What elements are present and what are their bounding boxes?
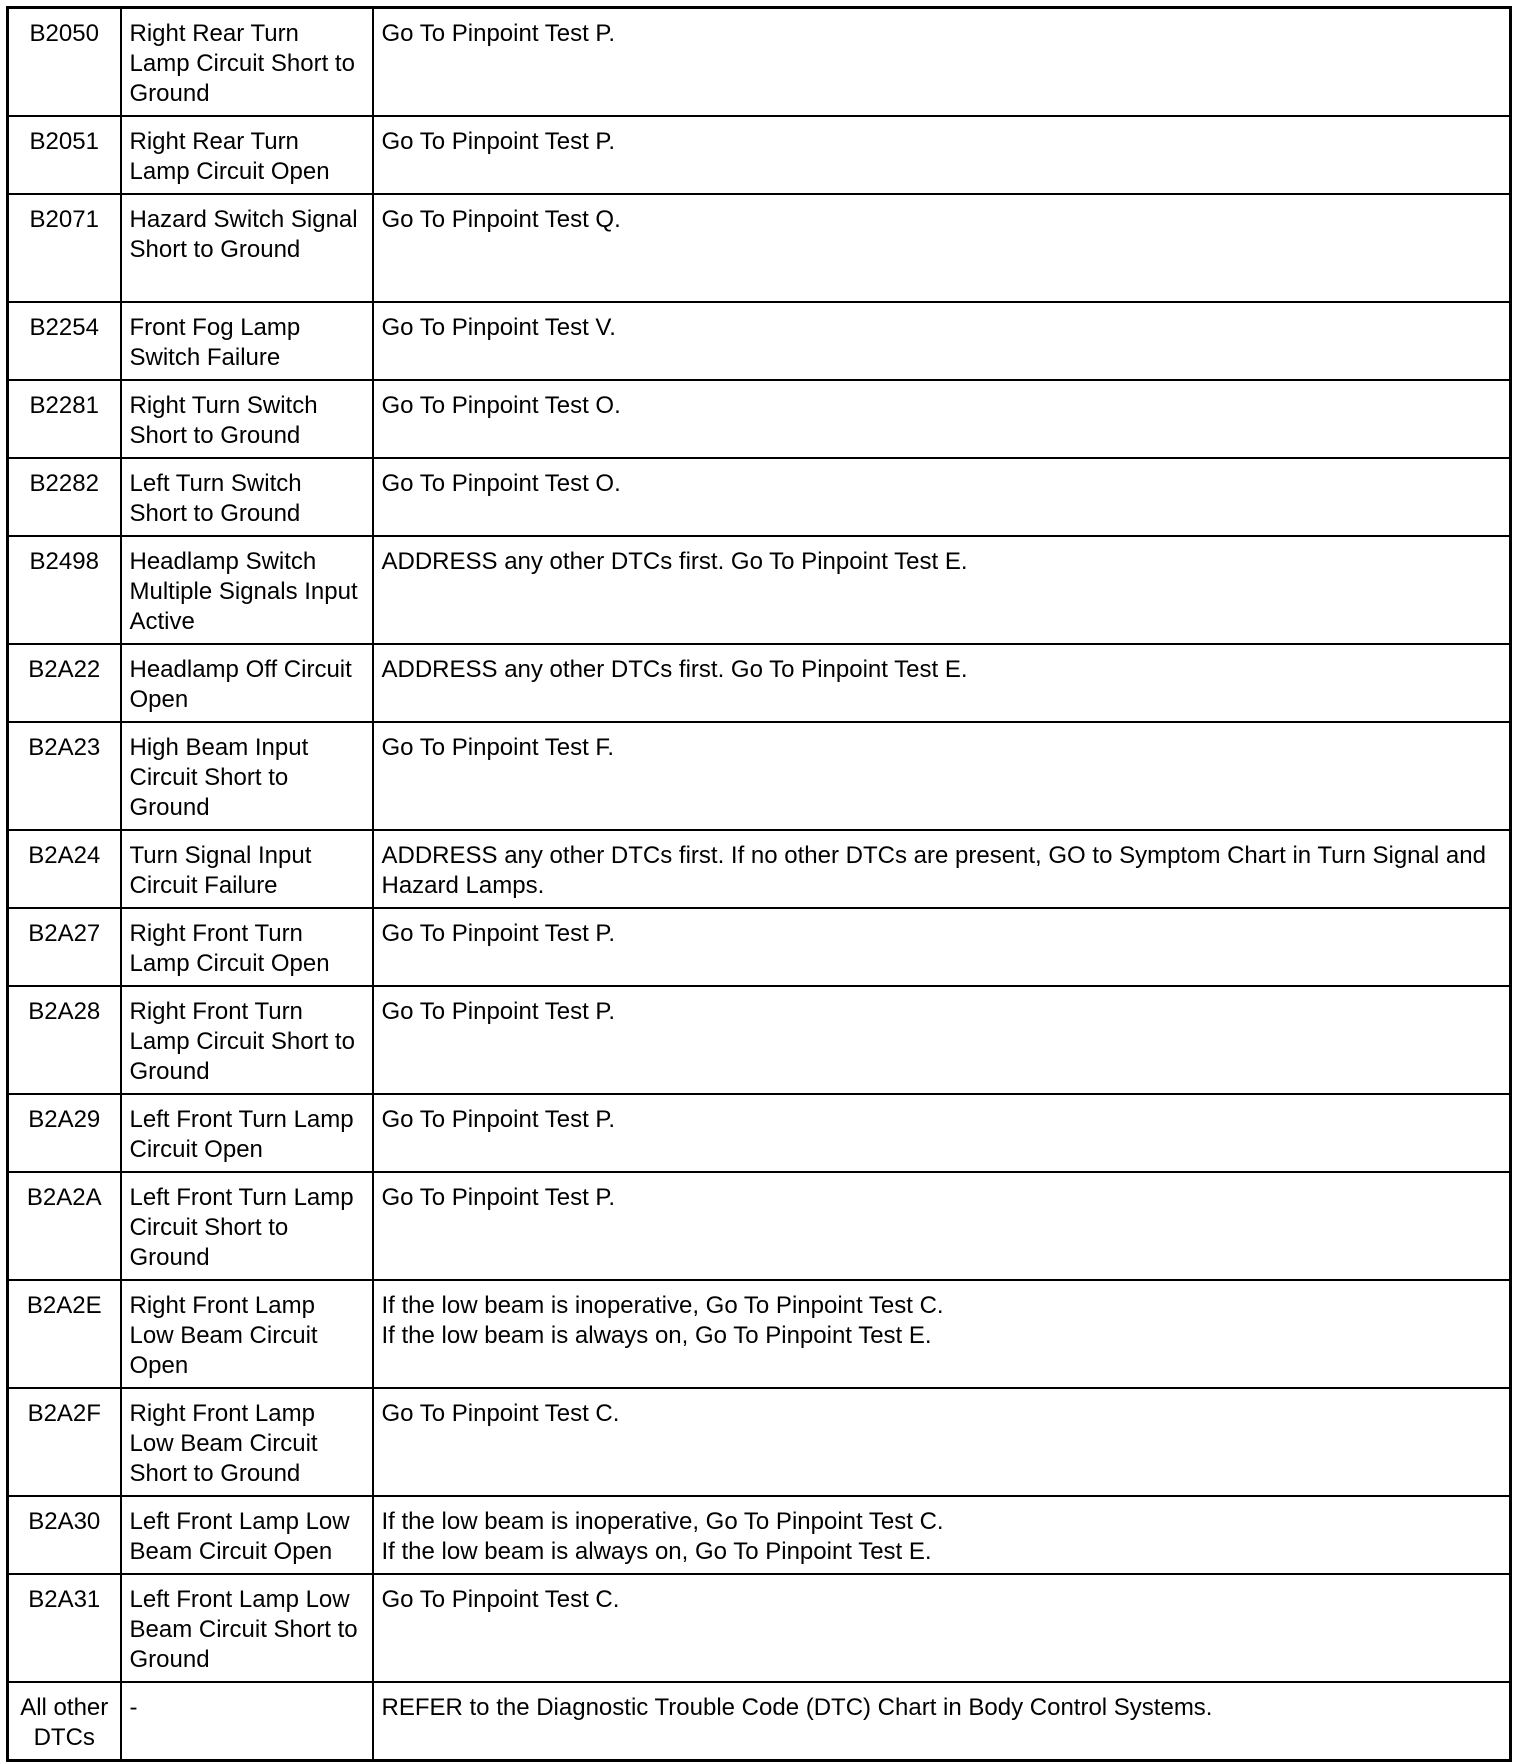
dtc-action-cell: If the low beam is inoperative, Go To Pinpoint Test C. If the low beam is always on, Go To Pinpoint Test E.: [373, 1496, 1511, 1574]
dtc-action-cell: Go To Pinpoint Test Q.: [373, 194, 1511, 302]
dtc-description-cell: Left Front Lamp Low Beam Circuit Open: [121, 1496, 373, 1574]
dtc-action-cell: If the low beam is inoperative, Go To Pinpoint Test C. If the low beam is always on, Go To Pinpoint Test E.: [373, 1280, 1511, 1388]
dtc-action-cell: Go To Pinpoint Test C.: [373, 1574, 1511, 1682]
dtc-description-cell: Left Turn Switch Short to Ground: [121, 458, 373, 536]
dtc-description-cell: High Beam Input Circuit Short to Ground: [121, 722, 373, 830]
dtc-description-cell: Right Rear Turn Lamp Circuit Open: [121, 116, 373, 194]
dtc-code-cell: B2071: [8, 194, 121, 302]
dtc-action-cell: ADDRESS any other DTCs first. If no other DTCs are present, GO to Symptom Chart in Turn Signal and Hazard Lamps.: [373, 830, 1511, 908]
dtc-action-cell: Go To Pinpoint Test F.: [373, 722, 1511, 830]
dtc-description-cell: Left Front Lamp Low Beam Circuit Short to Ground: [121, 1574, 373, 1682]
dtc-code-cell: B2A28: [8, 986, 121, 1094]
dtc-code-cell: B2254: [8, 302, 121, 380]
table-row: [8, 908, 1511, 986]
dtc-description-cell: -: [121, 1682, 373, 1761]
dtc-action-cell: Go To Pinpoint Test P.: [373, 1094, 1511, 1172]
table-row: [8, 8, 1511, 117]
dtc-code-cell: B2A2F: [8, 1388, 121, 1496]
dtc-code-cell: B2A30: [8, 1496, 121, 1574]
dtc-action-cell: Go To Pinpoint Test P.: [373, 908, 1511, 986]
dtc-code-cell: B2A2A: [8, 1172, 121, 1280]
table-row: [8, 1094, 1511, 1172]
table-row: [8, 986, 1511, 1094]
dtc-description-cell: Right Front Lamp Low Beam Circuit Short to Ground: [121, 1388, 373, 1496]
dtc-description-cell: Right Front Turn Lamp Circuit Open: [121, 908, 373, 986]
dtc-description-cell: Hazard Switch Signal Short to Ground: [121, 194, 373, 302]
dtc-table: [6, 6, 1512, 1762]
table-row: [8, 1496, 1511, 1574]
dtc-description-cell: Headlamp Off Circuit Open: [121, 644, 373, 722]
table-row: [8, 830, 1511, 908]
dtc-code-cell: B2050: [8, 8, 121, 117]
dtc-action-cell: ADDRESS any other DTCs first. Go To Pinpoint Test E.: [373, 644, 1511, 722]
dtc-description-cell: Turn Signal Input Circuit Failure: [121, 830, 373, 908]
dtc-action-cell: Go To Pinpoint Test V.: [373, 302, 1511, 380]
dtc-description-cell: Right Turn Switch Short to Ground: [121, 380, 373, 458]
table-row: [8, 458, 1511, 536]
dtc-action-cell: Go To Pinpoint Test P.: [373, 8, 1511, 117]
dtc-code-cell: B2A22: [8, 644, 121, 722]
dtc-code-cell: B2A23: [8, 722, 121, 830]
dtc-code-cell: B2A27: [8, 908, 121, 986]
dtc-action-cell: Go To Pinpoint Test P.: [373, 1172, 1511, 1280]
dtc-description-cell: Left Front Turn Lamp Circuit Short to Ground: [121, 1172, 373, 1280]
table-row: [8, 1682, 1511, 1761]
table-row: [8, 116, 1511, 194]
dtc-description-cell: Right Front Turn Lamp Circuit Short to Ground: [121, 986, 373, 1094]
dtc-action-cell: Go To Pinpoint Test C.: [373, 1388, 1511, 1496]
table-row: [8, 644, 1511, 722]
dtc-action-cell: Go To Pinpoint Test P.: [373, 116, 1511, 194]
dtc-action-cell: ADDRESS any other DTCs first. Go To Pinpoint Test E.: [373, 536, 1511, 644]
dtc-code-cell: B2051: [8, 116, 121, 194]
dtc-description-cell: Front Fog Lamp Switch Failure: [121, 302, 373, 380]
dtc-action-cell: REFER to the Diagnostic Trouble Code (DTC) Chart in Body Control Systems.: [373, 1682, 1511, 1761]
dtc-code-cell: B2A31: [8, 1574, 121, 1682]
table-row: [8, 302, 1511, 380]
dtc-action-cell: Go To Pinpoint Test P.: [373, 986, 1511, 1094]
dtc-code-cell: B2A24: [8, 830, 121, 908]
dtc-description-cell: Headlamp Switch Multiple Signals Input Active: [121, 536, 373, 644]
table-row: [8, 1574, 1511, 1682]
dtc-description-cell: Right Front Lamp Low Beam Circuit Open: [121, 1280, 373, 1388]
dtc-description-cell: Left Front Turn Lamp Circuit Open: [121, 1094, 373, 1172]
dtc-code-cell: B2A29: [8, 1094, 121, 1172]
dtc-action-cell: Go To Pinpoint Test O.: [373, 458, 1511, 536]
table-row: [8, 1388, 1511, 1496]
table-row: [8, 1280, 1511, 1388]
dtc-code-cell: B2A2E: [8, 1280, 121, 1388]
table-row: [8, 536, 1511, 644]
dtc-code-cell: B2281: [8, 380, 121, 458]
dtc-code-cell: B2498: [8, 536, 121, 644]
table-row: [8, 194, 1511, 302]
table-row: [8, 722, 1511, 830]
dtc-code-cell: B2282: [8, 458, 121, 536]
dtc-code-cell: All other DTCs: [8, 1682, 121, 1761]
table-row: [8, 380, 1511, 458]
dtc-action-cell: Go To Pinpoint Test O.: [373, 380, 1511, 458]
dtc-description-cell: Right Rear Turn Lamp Circuit Short to Ground: [121, 8, 373, 117]
table-row: [8, 1172, 1511, 1280]
